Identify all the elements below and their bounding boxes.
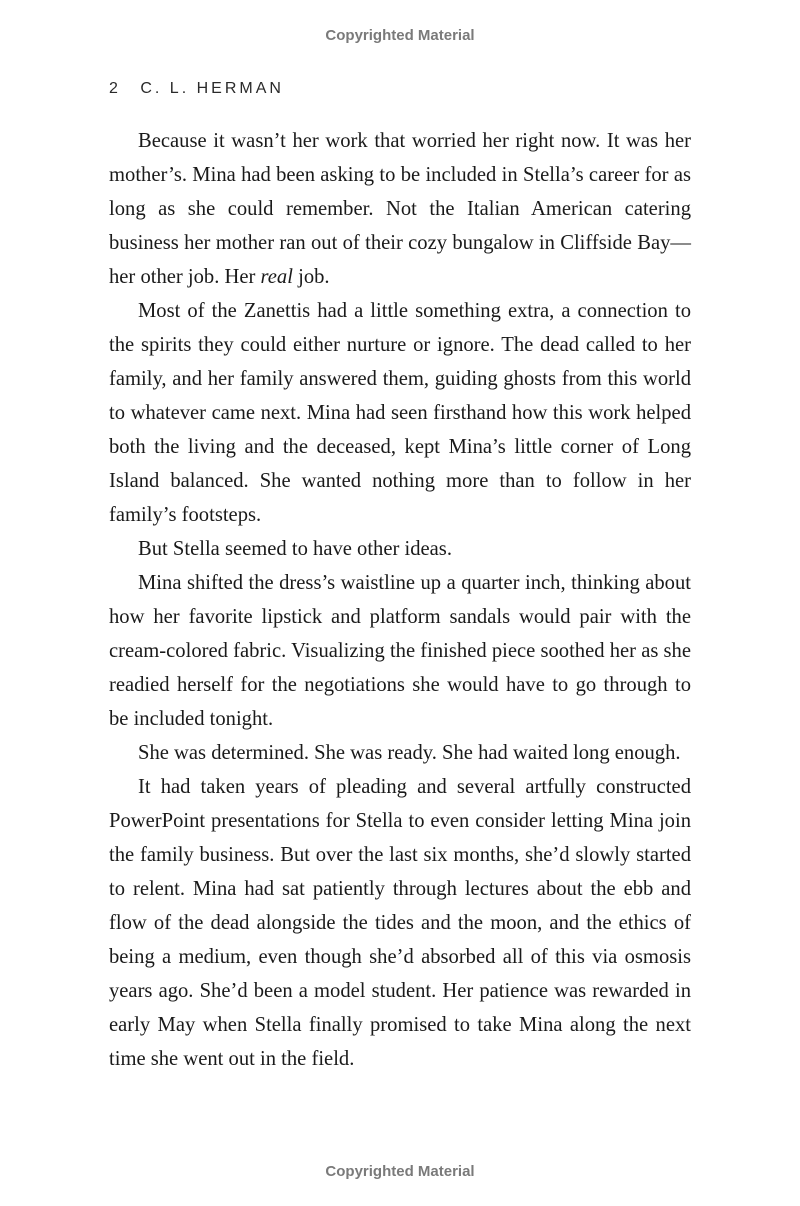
paragraph-1-text: Because it wasn’t her work that worried her right now. It was her mother’s. Mina had been asking to be included in Stella’s career for as long as she could remember. Not the Italian American catering business her mother ran out of their cozy bungalow in Cliffside Bay—her other job. Her <box>109 130 691 288</box>
page-number: 2 <box>109 80 121 97</box>
running-header <box>109 80 284 98</box>
paragraph-3: But Stella seemed to have other ideas. <box>138 538 452 560</box>
paragraph-4: Mina shifted the dress’s waistline up a quarter inch, thinking about how her favorite lipstick and platform sandals would pair with the cream-colored fabric. Visualizing the finished piece soothed her as she readied herself for the negotiations she would have to go through to be included tonight. <box>109 572 691 730</box>
body-text <box>109 124 691 1076</box>
author-name: C. L. HERMAN <box>140 80 284 97</box>
copyright-watermark-bottom: Copyrighted Material <box>325 1163 475 1180</box>
paragraph-2: Most of the Zanettis had a little something extra, a connection to the spirits they could either nurture or ignore. The dead called to her family, and her family answered them, guiding ghosts from this world to whatever came next. Mina had seen firsthand how this work helped both the living and the deceased, kept Mina’s little corner of Long Island balanced. She wanted nothing more than to follow in her family’s footsteps. <box>109 300 691 526</box>
paragraph-1-emphasis: real <box>260 266 293 288</box>
copyright-watermark-top: Copyrighted Material <box>325 27 475 44</box>
paragraph-5: She was determined. She was ready. She had waited long enough. <box>138 742 681 764</box>
paragraph-1 <box>109 124 691 294</box>
paragraph-1-end: job. <box>292 266 330 288</box>
paragraph-6: It had taken years of pleading and several artfully constructed PowerPoint presentations for Stella to even consider letting Mina join the family business. But over the last six months, she’d slowly started to relent. Mina had sat patiently through lectures about the ebb and flow of the dead alongside the tides and the moon, and the ethics of being a medium, even though she’d absorbed all of this via osmosis years ago. She’d been a model student. Her patience was rewarded in early May when Stella finally promised to take Mina along the next time she went out in the field. <box>109 776 691 1070</box>
